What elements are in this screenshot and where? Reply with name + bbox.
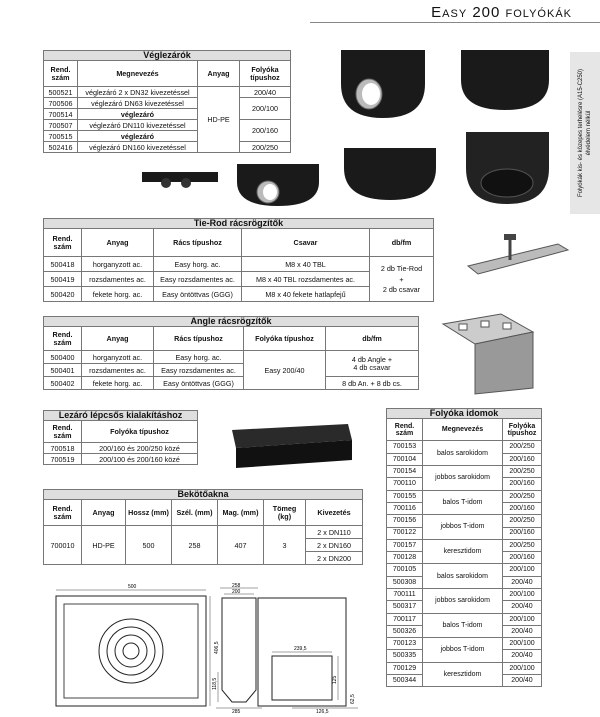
table-cell: jobbos sarokidom	[423, 589, 503, 614]
end-cap-2xdn32-image	[138, 168, 223, 193]
table-cell: 200/40	[240, 87, 291, 98]
bekoto-title: Bekötőakna	[44, 490, 363, 500]
table-cell: 200/250	[503, 466, 542, 478]
table-cell: 700156	[387, 515, 423, 527]
angle-title: Angle rácsrögzítők	[44, 317, 419, 327]
dim-label: 118,5	[212, 677, 218, 690]
dim-label: 500	[128, 584, 137, 590]
dim-label: 285	[232, 709, 241, 714]
dim-label: 239,5	[294, 646, 307, 652]
table-row	[387, 466, 542, 478]
end-cap-dn110-image	[233, 160, 323, 210]
header-anyag: Anyag	[82, 327, 154, 351]
header-db: db/fm	[370, 229, 434, 257]
table-cell: 500402	[44, 377, 82, 390]
table-cell: 200/40	[503, 601, 542, 613]
lezaro-title: Lezáró lépcsős kialakításhoz	[44, 411, 198, 421]
header-racs: Rács típushoz	[154, 229, 242, 257]
header-szel: Szél. (mm)	[172, 500, 218, 526]
step-adapter-image	[228, 420, 358, 472]
header-anyag: Anyag	[198, 61, 240, 87]
end-cap-dn160-image	[460, 128, 555, 208]
table-cell: 500344	[387, 675, 423, 687]
table-cell: 200/160	[503, 552, 542, 564]
table-cell: 500317	[387, 601, 423, 613]
table-cell: Easy horg. ac.	[154, 257, 242, 272]
table-cell: 3	[264, 526, 306, 565]
table-cell: 200/160 és 200/250 közé	[82, 443, 198, 454]
table-cell: 200/100	[503, 613, 542, 625]
table-cell: 200/160	[503, 478, 542, 490]
table-cell: véglezáró DN160 kivezetéssel	[78, 142, 198, 153]
table-cell: 200/100	[503, 662, 542, 674]
side-note-tab	[570, 52, 600, 214]
table-cell: 2 x DN110	[306, 526, 363, 539]
table-cell: 200/100	[240, 98, 291, 120]
table-cell: véglezáró DN110 kivezetéssel	[78, 120, 198, 131]
table-row	[387, 539, 542, 551]
header-csavar: Csavar	[242, 229, 370, 257]
table-cell: M8 x 40 TBL rozsdamentes ac.	[242, 272, 370, 287]
end-cap-dn63-image	[333, 44, 433, 124]
angle-bracket-image	[435, 306, 545, 398]
table-cell: 200/100	[503, 638, 542, 650]
table-cell: M8 x 40 fekete hatlapfejű	[242, 287, 370, 302]
table-cell: 200/160	[503, 453, 542, 465]
lezaro-table	[43, 410, 198, 465]
header-rend: Rend. szám	[44, 327, 82, 351]
side-note-line-1: Folyókák kis- és közepes terhelésre (A15-C250)	[578, 68, 584, 198]
table-cell: keresztidom	[423, 539, 503, 564]
table-cell: 500326	[387, 625, 423, 637]
table-cell: keresztidom	[423, 662, 503, 687]
tie-rod-image	[462, 232, 574, 280]
table-cell: 700123	[387, 638, 423, 650]
table-cell: 700122	[387, 527, 423, 539]
header-kivezetes: Kivezetés	[306, 500, 363, 526]
table-cell: Easy öntöttvas (GGG)	[154, 287, 242, 302]
table-cell: 700514	[44, 109, 78, 120]
db-line: 2 db csavar	[382, 285, 421, 295]
table-cell: 700117	[387, 613, 423, 625]
header-tipus: Folyóka típushoz	[244, 327, 326, 351]
table-cell: 200/40	[503, 576, 542, 588]
table-cell: M8 x 40 TBL	[242, 257, 370, 272]
table-cell: fekete horg. ac.	[82, 377, 154, 390]
table-cell: 200/160	[240, 120, 291, 142]
table-cell: horganyzott ac.	[82, 257, 154, 272]
table-cell: 200/100	[503, 564, 542, 576]
dim-label: 406,5	[214, 641, 220, 654]
header-hossz: Hossz (mm)	[126, 500, 172, 526]
table-cell: 500308	[387, 576, 423, 588]
table-cell: 700105	[387, 564, 423, 576]
dim-label: 62,5	[350, 694, 356, 704]
idomok-body	[387, 441, 542, 687]
table-cell: balos T-idom	[423, 490, 503, 515]
table-cell	[370, 257, 434, 302]
table-cell: 700010	[44, 526, 82, 565]
dim-label: 126,5	[316, 709, 329, 714]
table-cell: 700110	[387, 478, 423, 490]
table-row	[387, 490, 542, 502]
table-cell: 500	[126, 526, 172, 565]
table-cell: 200/160	[503, 527, 542, 539]
tierod-title: Tie-Rod rácsrögzítők	[44, 219, 434, 229]
table-cell: 258	[172, 526, 218, 565]
table-cell: 500401	[44, 364, 82, 377]
table-cell: jobbos sarokidom	[423, 466, 503, 491]
table-row	[387, 589, 542, 601]
dim-label: 125	[332, 675, 338, 684]
table-cell: 700506	[44, 98, 78, 109]
table-row	[387, 441, 542, 453]
table-cell: Easy rozsdamentes ac.	[154, 272, 242, 287]
header-rend: Rend. szám	[44, 61, 78, 87]
table-cell: balos T-idom	[423, 613, 503, 638]
header-tipus: Folyóka típushoz	[240, 61, 291, 87]
bekoto-table	[43, 489, 363, 565]
table-cell: 700116	[387, 502, 423, 514]
header-anyag: Anyag	[82, 229, 154, 257]
table-cell: 200/250	[503, 539, 542, 551]
table-cell: jobbos T-idom	[423, 638, 503, 663]
table-cell	[326, 351, 419, 377]
table-cell: fekete horg. ac.	[82, 287, 154, 302]
table-row	[387, 613, 542, 625]
table-cell: Easy rozsdamentes ac.	[154, 364, 244, 377]
table-cell: véglezáró DN63 kivezetéssel	[78, 98, 198, 109]
veglezarok-table	[43, 50, 291, 153]
table-cell: jobbos T-idom	[423, 515, 503, 540]
table-cell: 500400	[44, 351, 82, 364]
table-cell: véglezáró	[78, 131, 198, 142]
page-title: Easy 200 folyókák	[431, 4, 572, 21]
table-cell: 200/100	[503, 589, 542, 601]
db-line: 4 db csavar	[353, 362, 391, 372]
table-cell: 200/250	[503, 490, 542, 502]
table-cell: 200/250	[503, 515, 542, 527]
table-cell: Easy horg. ac.	[154, 351, 244, 364]
header-megnevezes: Megnevezés	[78, 61, 198, 87]
header-rend: Rend. szám	[44, 421, 82, 443]
table-cell: 200/160	[503, 502, 542, 514]
table-cell: Easy öntöttvas (GGG)	[154, 377, 244, 390]
table-cell: 200/100 és 200/160 közé	[82, 454, 198, 465]
table-cell: rozsdamentes ac.	[82, 272, 154, 287]
header-tomeg: Tömeg (kg)	[264, 500, 306, 526]
header-tipus: Folyóka típushoz	[503, 419, 542, 441]
table-cell: 700515	[44, 131, 78, 142]
header-tipus: Folyóka típushoz	[82, 421, 198, 443]
title-divider	[310, 22, 600, 23]
table-cell: véglezáró 2 x DN32 kivezetéssel	[78, 87, 198, 98]
table-cell: 200/250	[503, 441, 542, 453]
table-cell: rozsdamentes ac.	[82, 364, 154, 377]
table-row	[387, 564, 542, 576]
table-cell: 500335	[387, 650, 423, 662]
table-cell: 2 x DN200	[306, 552, 363, 565]
db-line: +	[399, 274, 404, 284]
header-megnevezes: Megnevezés	[423, 419, 503, 441]
table-cell: véglezáró	[78, 109, 198, 120]
header-racs: Rács típushoz	[154, 327, 244, 351]
table-cell: 700155	[387, 490, 423, 502]
veglezarok-title: Véglezárók	[44, 51, 291, 61]
idomok-table	[386, 408, 542, 687]
header-rend: Rend. szám	[44, 500, 82, 526]
header-rend: Rend. szám	[44, 229, 82, 257]
end-cap-small-image	[340, 140, 440, 205]
table-cell: 200/40	[503, 625, 542, 637]
table-cell: 700154	[387, 466, 423, 478]
table-cell: 700519	[44, 454, 82, 465]
table-cell: 700153	[387, 441, 423, 453]
table-cell: 502416	[44, 142, 78, 153]
db-line: 4 db Angle +	[351, 355, 393, 365]
table-cell: 700104	[387, 453, 423, 465]
table-cell: HD-PE	[82, 526, 126, 565]
table-cell: 500521	[44, 87, 78, 98]
table-cell: 700518	[44, 443, 82, 454]
table-cell: 500420	[44, 287, 82, 302]
end-cap-plain-image	[455, 44, 555, 114]
table-cell: 200/250	[240, 142, 291, 153]
table-cell: balos sarokidom	[423, 564, 503, 589]
idomok-title: Folyóka idomok	[387, 409, 542, 419]
table-cell: 200/40	[503, 675, 542, 687]
db-line: 2 db Tie-Rod	[380, 264, 423, 274]
angle-table	[43, 316, 419, 390]
table-cell: 8 db An. + 8 db cs.	[326, 377, 419, 390]
table-cell: 700507	[44, 120, 78, 131]
dim-label: 258	[232, 583, 241, 589]
table-cell: 700129	[387, 662, 423, 674]
header-db: db/fm	[326, 327, 419, 351]
header-rend: Rend. szám	[387, 419, 423, 441]
side-note-line-2: élvédelem nélkül	[586, 110, 592, 156]
table-cell: HD-PE	[198, 87, 240, 153]
table-row	[387, 662, 542, 674]
table-cell: 2 x DN160	[306, 539, 363, 552]
table-cell: 700157	[387, 539, 423, 551]
table-cell: Easy 200/40	[244, 351, 326, 390]
dim-label: 200	[232, 589, 241, 595]
table-cell: 500419	[44, 272, 82, 287]
table-cell: horganyzott ac.	[82, 351, 154, 364]
table-cell: 500418	[44, 257, 82, 272]
header-anyag: Anyag	[82, 500, 126, 526]
table-cell: 407	[218, 526, 264, 565]
header-mag: Mag. (mm)	[218, 500, 264, 526]
table-cell: 200/40	[503, 650, 542, 662]
tierod-table	[43, 218, 434, 302]
table-cell: 700111	[387, 589, 423, 601]
technical-drawing	[40, 582, 390, 714]
table-cell: balos sarokidom	[423, 441, 503, 466]
table-row	[387, 515, 542, 527]
table-cell: 700128	[387, 552, 423, 564]
table-row	[387, 638, 542, 650]
